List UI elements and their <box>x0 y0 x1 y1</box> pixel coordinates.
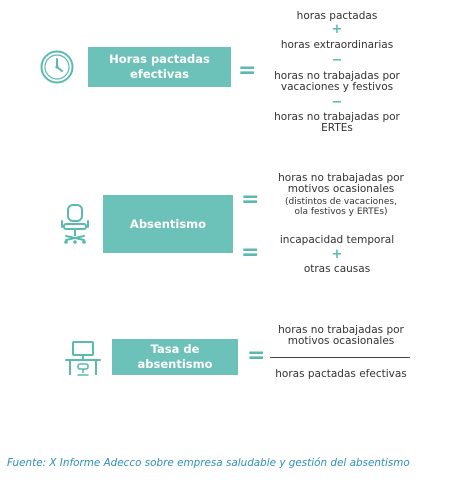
box-label-line2: efectivas <box>130 67 189 81</box>
box-label-line1: Horas pactadas <box>109 52 210 66</box>
box-label: Absentismo <box>129 216 207 231</box>
equals-sign: = <box>238 58 257 83</box>
plus-operator: + <box>331 22 343 37</box>
clock-icon <box>40 50 74 84</box>
denominator: horas pactadas efectivas <box>275 368 407 380</box>
term-otras-causas: otras causas <box>303 263 371 275</box>
minus-operator: − <box>331 53 343 68</box>
term-incapacidad-temporal: incapacidad temporal <box>279 234 395 246</box>
desk-workstation-icon <box>64 340 102 378</box>
fraction-bar <box>270 357 410 358</box>
horas-pactadas-efectivas-box <box>88 47 231 87</box>
numerator-line2: motivos ocasionales <box>287 335 395 347</box>
term-vacaciones-line2: vacaciones y festivos <box>280 81 394 93</box>
source-caption: Fuente: X Informe Adecco sobre empresa saludable y gestión del absentismo <box>7 457 410 469</box>
office-chair-icon <box>59 203 91 245</box>
box-label-line2: absentismo <box>137 357 213 371</box>
absentismo-box <box>103 195 233 253</box>
term-ertes-line1: horas no trabajadas por <box>274 111 400 123</box>
absentismo-def-line1: horas no trabajadas por <box>278 172 404 184</box>
term-ertes-line2: ERTEs <box>321 122 353 134</box>
numerator-line1: horas no trabajadas por <box>278 324 404 336</box>
equals-sign: = <box>247 343 266 368</box>
term-horas-pactadas: horas pactadas <box>296 10 378 22</box>
plus-operator: + <box>331 247 343 262</box>
term-horas-extraordinarias: horas extraordinarias <box>280 39 394 51</box>
equals-sign-top: = <box>241 187 260 212</box>
box-label-line1: Tasa de <box>150 342 200 356</box>
tasa-de-absentismo-box <box>112 339 238 375</box>
absentismo-def-line2: motivos ocasionales <box>287 183 395 195</box>
minus-operator: − <box>331 95 343 110</box>
absentismo-note-line2: ola festivos y ERTEs) <box>294 207 388 217</box>
equals-sign-bottom: = <box>241 240 260 265</box>
absentismo-note-line1: (distintos de vacaciones, <box>285 197 397 207</box>
term-vacaciones-line1: horas no trabajadas por <box>274 70 400 82</box>
